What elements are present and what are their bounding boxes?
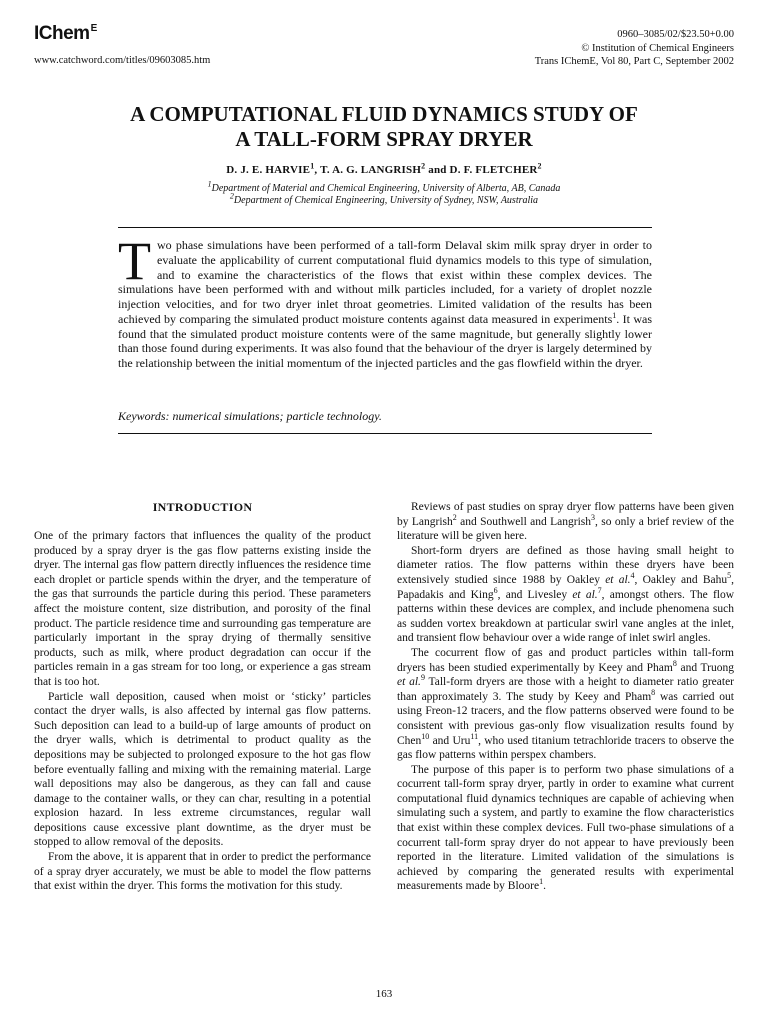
abstract-dropcap: T xyxy=(118,231,151,291)
paragraph: The cocurrent flow of gas and product particles within tall-form dryers has been studied experimentally by Keey and Pham$^8$ and Truong et al.$^9$ Tall-form dryers are those with a height to diameter ratio greater than approximately 3. The study by Keey and Pham$^8$ was carried out using Freon-12 tracers, and the flow patterns observed were found to be consistent with previous gas-only flow visualization results found by Chen$^{10}$ and Uru$^{11}$, who used titanium tetrachloride tracers to observe the gas flow patterns within perspex chambers. xyxy=(397,646,735,762)
paper-title: A COMPUTATIONAL FLUID DYNAMICS STUDY OF A TALL-FORM SPRAY DRYER xyxy=(130,102,638,151)
affiliations xyxy=(40,179,728,207)
abstract-bottom-rule xyxy=(118,433,652,434)
paragraph: One of the primary factors that influences the quality of the product produced by a spray dryer is the gas flow patterns existing inside the dryer. The internal gas flow pattern directly influences the residence time each droplet or particle spends within the dryer, and the temperature of the gas that surrounds the particle during this period. These parameters affect the moisture content, size distribution, and porosity of the final product. The particle residence time and surrounding gas temperature are particularly important in the spray drying of thermally sensitive products, such as milk, where product degradation can occur if the particles remain in a gas stream for too long, or experience a gas stream that is too hot. xyxy=(34,530,371,688)
abstract: Two phase simulations have been performed of a tall-form Delaval skim milk spray dryer in order to evaluate the applicability of current computational fluid dynamics models to this type of simulation, and to examine the characteristics of the flows that exist within these complex devices. The simulations have been performed with and without milk particles included, for a variety of droplet nozzle injection velocities, and for two dryer inlet throat geometries. Limited validation of the results has been achieved by comparing the simulated product moisture contents against data measured in experiments$^1$. It was found that the simulated product moisture contents were of the same magnitude, but generally slightly lower than those found during experiments. It was also found that the behaviour of the dryer is largely determined by the relationship between the initial momentum of the injected particles and the gas flowfield within the dryer. xyxy=(118,231,652,370)
journal-logo: IChem$^E$ xyxy=(34,23,97,44)
journal-url-link[interactable]: www.catchword.com/titles/09603085.htm xyxy=(34,55,211,66)
right-column xyxy=(397,500,734,894)
issn-price: 0960–3085/02/$23.50+0.00 xyxy=(617,29,734,40)
copyright-line: © Institution of Chemical Engineers xyxy=(581,42,734,54)
paragraph: Reviews of past studies on spray dryer flow patterns have been given by Langrish$^2$ and Southwell and Langrish$^3$, so only a brief review of the literature will be given here. xyxy=(397,501,734,543)
journal-citation: Trans IChemE, Vol 80, Part C, September 2002 xyxy=(534,56,734,67)
paragraph: From the above, it is apparent that in order to predict the performance of a spray dryer accurately, we must be able to model the flow patterns that exist within the dryer. This forms the motivation for this study. xyxy=(34,851,371,893)
author-list: D. J. E. HARVIE$^1$, T. A. G. LANGRISH$^2$ and D. F. FLETCHER$^2$ xyxy=(226,161,542,176)
affiliation-1: $^1$Department of Material and Chemical Engineering, University of Alberta, AB, Canada xyxy=(207,179,561,194)
section-heading-introduction: INTRODUCTION xyxy=(152,500,253,514)
paragraph: Short-form dryers are defined as those having small height to diameter ratios. The flow patterns within these dryers have been extensively studied since 1988 by Oakley et al.$^4$, Oakley and Bahu$^5$, Papadakis and King$^6$, and Livesley et al.$^7$, amongst others. The flow patterns within these devices are complex, and include phenomena such as sudden vortex breakdown at particular swirl vane angles at the inlet, and transient flow behaviour over a wide range of inlet swirl angles. xyxy=(397,544,735,645)
page-number: 163 xyxy=(375,988,393,1000)
left-column xyxy=(34,529,371,894)
affiliation-2: $^2$Department of Chemical Engineering, University of Sydney, NSW, Australia xyxy=(229,191,539,206)
keywords: Keywords: numerical simulations; particle technology. xyxy=(118,409,382,423)
publication-info xyxy=(535,28,734,69)
abstract-top-rule xyxy=(118,227,652,228)
paragraph: Particle wall deposition, caused when moist or ‘sticky’ particles contact the dryer walls, is also affected by internal gas flow patterns. Such deposition can lead to a build-up of large amounts of product on the dryer walls, which is detrimental to product quality as the depositions may be subjected to prolonged exposure to the hot gas flow before eventually falling and mixing with the remaining material. Large wall depositions may also be dangerous, as they can fall and cause damage to the container walls, or they can char, resulting in a potential explosion hazard. In less extreme circumstances, regular wall depositions cause excessive plant downtime, as the dryer must be stopped to allow removal of the deposits. xyxy=(34,690,371,849)
paragraph: The purpose of this paper is to perform two phase simulations of a cocurrent tall-form spray dryer, partly in order to examine what current computational fluid dynamics techniques are capable of achieving when simulating such a system, and partly to examine the flow characteristics that exist within these complex devices. Full two-phase simulations of a cocurrent tall-form spray dryer do not appear to have previously been reported in the literature. Limited validation of the simulations is achieved by comparing the generated results with experimental measurements made by Bloore$^1$. xyxy=(397,763,734,893)
